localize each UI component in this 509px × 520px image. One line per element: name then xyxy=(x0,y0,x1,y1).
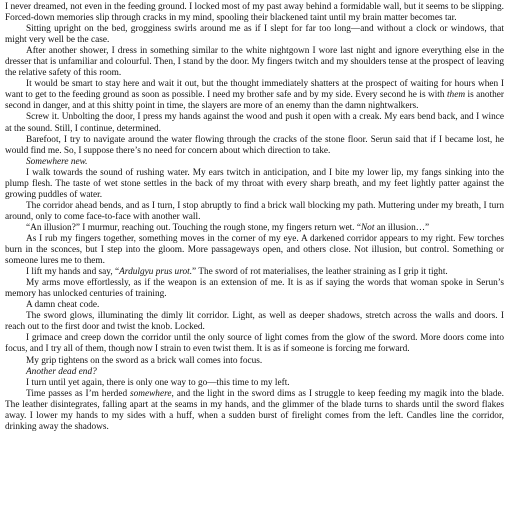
paragraph xyxy=(5,278,504,300)
italic-text: somewhere xyxy=(130,388,172,399)
paragraph xyxy=(5,367,504,378)
paragraph xyxy=(5,46,504,79)
text-run: I grimace and creep down the corridor until the only source of light comes from the glow of the sword. More doors come into focus, and I try all of them, though now I strain to even twist them. It is as if someone is forcing me forward. xyxy=(5,333,504,355)
italic-text: Not xyxy=(360,222,375,233)
paragraph xyxy=(5,157,504,168)
text-run: is another second in danger, and at this shitty point in time, the slayers are more of an enemy than the damn nightwalkers. xyxy=(5,90,504,112)
text-run: The corridor ahead bends, and as I turn, I stop abruptly to find a brick wall blocking my path. Muttering under my breath, I turn around, only to come face-to-face with another wall. xyxy=(5,200,504,222)
paragraph xyxy=(5,79,504,112)
text-run: My arms move effortlessly, as if the weapon is an extension of me. It is as if saying the words that woman spoke in Serun’s memory has unlocked centuries of training. xyxy=(5,278,504,300)
italic-text: Ardulgyu prus urot. xyxy=(119,267,193,278)
paragraph xyxy=(5,234,504,267)
paragraph xyxy=(5,135,504,157)
text-run: Time passes as I’m herded xyxy=(26,388,130,399)
text-run: I never dreamed, not even in the feeding ground. I locked most of my past away behind a formidable wall, but it seems to be slipping. Forced-down memories slip through cracks in my mind, spooling their blackened taint until my brain matter becomes tar. xyxy=(5,2,504,24)
paragraph xyxy=(5,24,504,46)
paragraph xyxy=(5,112,504,134)
paragraph xyxy=(5,2,504,24)
text-run: I walk towards the sound of rushing water. My ears twitch in anticipation, and I bite my lower lip, my fangs sinking into the plump flesh. The taste of wet stone settles in the back of my throat with every sharp breath, and my feet lightly patter against the growing puddles of water. xyxy=(5,167,504,200)
paragraph xyxy=(5,300,504,311)
paragraph xyxy=(5,223,504,234)
paragraph xyxy=(5,378,504,389)
text-run: My grip tightens on the sword as a brick wall comes into focus. xyxy=(26,355,263,366)
text-run: The sword glows, illuminating the dimly lit corridor. Light, as well as deeper shadows, stretch across the walls and doors. I reach out to the first door and twist the knob. Locked. xyxy=(5,311,504,333)
text-run: I lift my hands and say, “ xyxy=(26,267,120,278)
italic-text: them xyxy=(446,90,466,101)
text-run: As I rub my fingers together, something moves in the corner of my eye. A darkened corridor appears to my right. Few torches burn in the sconces, but I step into the gloom. More passageways open, and others close. Not illusion, but control. Something or someone lures me to them. xyxy=(5,233,504,267)
text-run: It would be smart to stay here and wait it out, but the thought immediately shatters at the prospect of waiting for hours when I want to get to the feeding ground as soon as possible. I need my brother safe and by my side. Every second he is with xyxy=(5,79,504,101)
text-run: , and the light in the sword dims as I struggle to keep feeding my magik into the blade. The leather disintegrates, falling apart at the seams in my hands, and the glimmer of the blade turns to shards until the sword flakes away. I lower my hands to my sides with a huff, when a sudden burst of firelight comes from the left. Candles line the corridor, drinking away the shadows. xyxy=(5,388,504,432)
text-run: ” The sword of rot materialises, the leather straining as I grip it tight. xyxy=(192,267,448,278)
text-run: I turn until yet again, there is only one way to go—this time to my left. xyxy=(26,377,290,388)
text-run: Screw it. Unbolting the door, I press my hands against the wood and push it open with a creak. My ears bend back, and I wince at the sound. Still, I continue, determined. xyxy=(5,112,504,134)
paragraph xyxy=(5,267,504,278)
paragraph xyxy=(5,201,504,223)
paragraph xyxy=(5,168,504,201)
text-run: an illusion…” xyxy=(374,222,430,233)
text-run: Barefoot, I try to navigate around the water flowing through the cracks of the stone floor. Serun said that if I became lost, he would find me. So, I suppose there’s no need for concern about which direction to take. xyxy=(5,134,504,156)
text-run: Sitting upright on the bed, grogginess swirls around me as if I slept for far too long—and without a clock or windows, that might very well be the case. xyxy=(5,24,504,46)
paragraph xyxy=(5,333,504,355)
paragraph xyxy=(5,311,504,333)
paragraph xyxy=(5,356,504,367)
text-run: After another shower, I dress in something similar to the white nightgown I wore last night and ignore everything else in the dresser that is unfamiliar and colourful. Then, I stand by the door. My fingers twitch and my shoulders tense at the prospect of leaving the relative safety of this room. xyxy=(5,46,504,79)
paragraph xyxy=(5,389,504,433)
italic-text: Somewhere new. xyxy=(26,156,88,167)
text-run: A damn cheat code. xyxy=(26,300,100,311)
text-run: “An illusion?” I murmur, reaching out. Touching the rough stone, my fingers return wet. “ xyxy=(26,222,361,233)
italic-text: Another dead end? xyxy=(26,366,97,377)
